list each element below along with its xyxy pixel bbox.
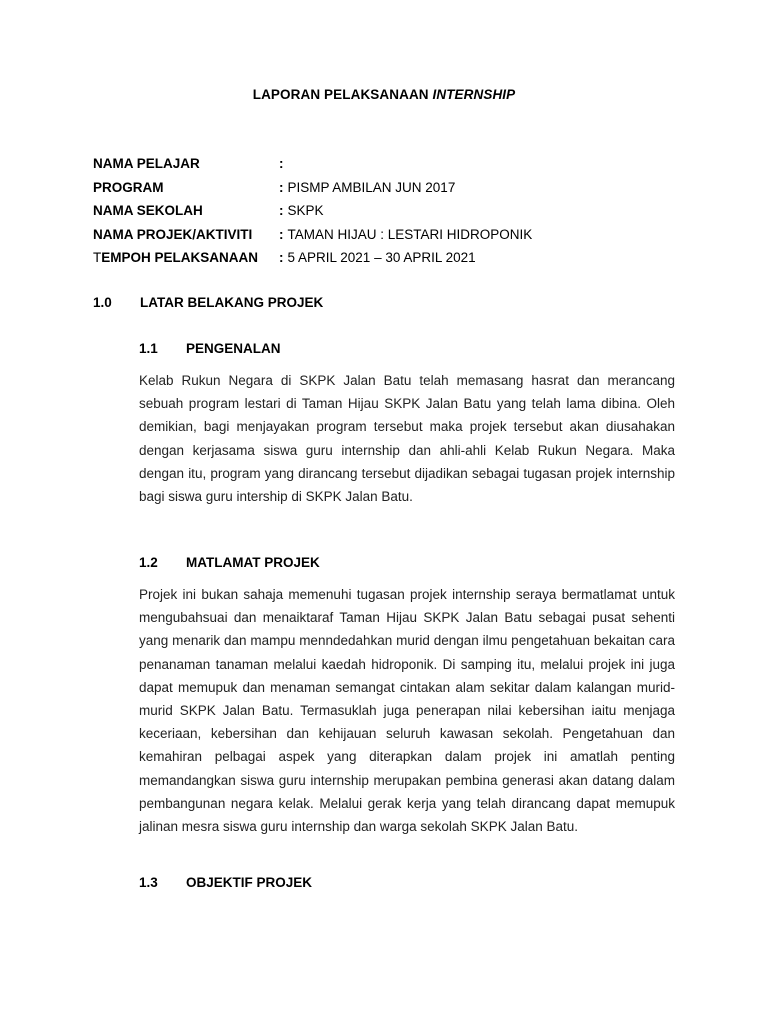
info-row-tempoh <box>93 250 532 274</box>
subsection-title: PENGENALAN <box>186 341 281 356</box>
subsection-number: 1.1 <box>139 341 158 356</box>
section-title: LATAR BELAKANG PROJEK <box>140 295 324 310</box>
subsection-number: 1.2 <box>139 555 158 570</box>
subsection-title: OBJEKTIF PROJEK <box>186 875 313 890</box>
info-value: PISMP AMBILAN JUN 2017 <box>287 179 456 195</box>
info-colon: : <box>279 226 284 242</box>
subsection-title: MATLAMAT PROJEK <box>186 555 320 570</box>
info-value: TAMAN HIJAU : LESTARI HIDROPONIK <box>287 226 533 242</box>
title-main: LAPORAN PELAKSANAAN <box>252 87 433 102</box>
info-value: 5 APRIL 2021 – 30 APRIL 2021 <box>287 250 476 265</box>
info-colon: : <box>279 203 284 218</box>
section-number: 1.0 <box>93 295 112 310</box>
subsection-heading-1-2 <box>139 555 320 570</box>
subsection-number: 1.3 <box>139 875 158 890</box>
info-colon: : <box>279 179 284 195</box>
info-row-nama-projek <box>93 227 532 251</box>
info-value: SKPK <box>287 203 324 218</box>
info-label: NAMA PELAJAR <box>93 156 200 171</box>
info-colon: : <box>279 156 284 171</box>
info-label: PROGRAM <box>93 179 164 195</box>
paragraph-pengenalan: Kelab Rukun Negara di SKPK Jalan Batu telah memasang hasrat dan merancang sebuah program lestari di Taman Hijau SKPK Jalan Batu yang telah lama dibina. Oleh demikian, bagi menjayakan program tersebut maka projek tersebut akan diusahakan dengan kerjasama siswa guru internship dan ahli-ahli Kelab Rukun Negara. Maka dengan itu, program yang dirancang tersebut dijadikan sebagai tugasan projek internship bagi siswa guru intership di SKPK Jalan Batu. <box>139 373 675 505</box>
info-row-nama-pelajar <box>93 156 532 180</box>
title-italic: INTERNSHIP <box>432 87 516 102</box>
info-label: TEMPOH PELAKSANAAN <box>93 250 259 265</box>
subsection-heading-1-3 <box>139 875 312 890</box>
document-title <box>0 87 768 102</box>
section-heading-1-0 <box>93 295 323 310</box>
info-label: NAMA PROJEK/AKTIVITI <box>93 226 253 242</box>
info-row-program <box>93 180 532 204</box>
info-row-nama-sekolah <box>93 203 532 227</box>
info-label: NAMA SEKOLAH <box>93 203 203 218</box>
info-colon: : <box>279 250 284 265</box>
paragraph-matlamat: Projek ini bukan sahaja memenuhi tugasan projek internship seraya bermatlamat untuk mengubahsuai dan menaiktaraf Taman Hijau SKPK Jalan Batu sebagai pusat sehenti yang menarik dan mampu menndedahkan murid dengan ilmu pengetahuan bekaitan cara penanaman tanaman melalui kaedah hidroponik. Di samping itu, melalui projek ini juga dapat memupuk dan menaman semangat cintakan alam sekitar dalam kalangan murid-murid SKPK Jalan Batu. Termasuklah juga penerapan nilai kebersihan iaitu menjaga keceriaan, kebersihan dan kehijauan seluruh kawasan sekolah. Pengetahuan dan kemahiran pelbagai aspek yang diterapkan dalam projek ini amatlah penting memandangkan siswa guru internship merupakan pembina generasi akan datang dalam pembangunan negara kelak. Melalui gerak kerja yang telah dirancang dapat memupuk jalinan mesra siswa guru internship dan warga sekolah SKPK Jalan Batu. <box>139 587 675 835</box>
subsection-heading-1-1 <box>139 341 281 356</box>
student-info-table <box>93 156 532 274</box>
